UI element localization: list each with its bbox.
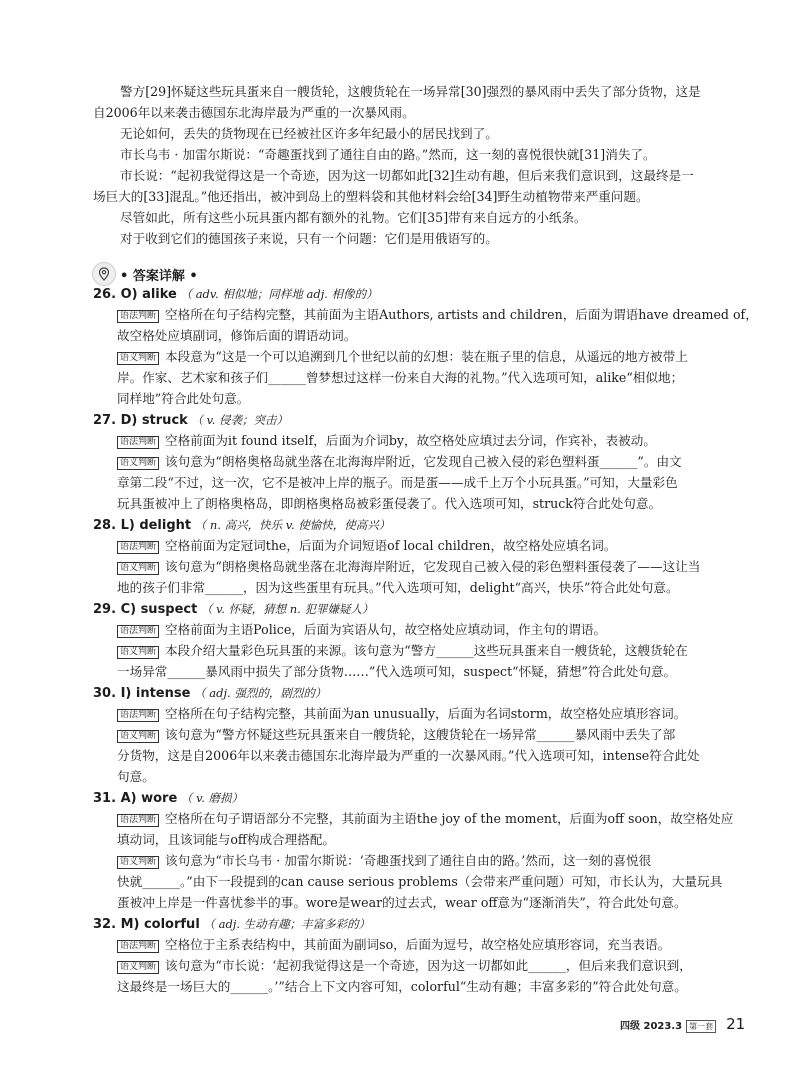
- answer-heading: [93, 600, 373, 619]
- explanation-text: 该句意为“朗格奥格岛就坐落在北海海岸附近，它发现自己被入侵的彩色塑料蛋______”。由文: [165, 454, 682, 469]
- answer-key: O) alike: [120, 287, 177, 302]
- judgment-tag: 语义判断: [117, 646, 159, 659]
- explanation-text: 句意。: [117, 769, 155, 784]
- judgment-tag: 语法判断: [117, 709, 159, 722]
- explanation-text: 空格所在句子结构完整，其前面为主语Authors, artists and children，后面为谓语have dreamed of，: [165, 307, 758, 322]
- answer-key: L) delight: [120, 518, 192, 533]
- explanation-line: [117, 747, 700, 765]
- part-of-speech: （ v. 侵袭；突击）: [187, 413, 289, 427]
- answer-number: 26.: [93, 287, 121, 302]
- explanation-text: 故空格处应填副词，修饰后面的谓语动词。: [117, 328, 357, 343]
- explanation-text: 该句意为“市长说：‘起初我觉得这是一个奇迹，因为这一切都如此______，但后来我们意识到，: [165, 958, 692, 973]
- explanation-text: 地的孩子们非常______，因为这些蛋里有玩具。”代入选项可知，delight“高兴，快乐”符合此处句意。: [117, 580, 679, 595]
- explanation-text: 空格前面为主语Police，后面为宾语从句，故空格处应填动词，作主句的谓语。: [165, 622, 607, 637]
- explanation-line: [117, 474, 678, 492]
- answer-heading: [93, 789, 243, 808]
- answer-number: 28.: [93, 518, 121, 533]
- judgment-tag: 语义判断: [117, 562, 159, 575]
- answer-key: A) wore: [120, 791, 178, 806]
- judgment-tag: 语法判断: [117, 814, 159, 827]
- judgment-tag: 语法判断: [117, 436, 159, 449]
- answer-number: 27.: [93, 413, 121, 428]
- translation-line: 无论如何，丢失的货物现在已经被社区许多年纪最小的居民找到了。: [120, 126, 498, 141]
- explanation-text: 该句意为“市长乌韦 · 加雷尔斯说：‘奇趣蛋找到了通往自由的路。’然而，这一刻的喜悦很: [165, 853, 652, 868]
- explanation-line: [117, 768, 155, 786]
- explanation-line: [117, 495, 661, 513]
- judgment-tag: 语义判断: [117, 352, 159, 365]
- judgment-tag: 语法判断: [117, 310, 159, 323]
- explanation-text: 本段意为“这是一个可以追溯到几个世纪以前的幻想：装在瓶子里的信息，从遥远的地方被带上: [165, 349, 688, 364]
- part-of-speech: （ v. 怀疑，猜想 n. 犯罪嫌疑人）: [197, 602, 374, 616]
- section-title: • 答案详解 •: [120, 269, 198, 284]
- explanation-line: [117, 558, 700, 576]
- judgment-tag: 语法判断: [117, 541, 159, 554]
- issue-label: 第一套: [686, 1020, 716, 1033]
- location-pin-icon: [92, 262, 116, 286]
- explanation-text: 空格前面为it found itself，后面为介词by，故空格处应填过去分词，作宾补，表被动。: [165, 433, 656, 448]
- answer-heading: [93, 411, 288, 430]
- answer-key: C) suspect: [120, 602, 198, 617]
- answer-heading: [93, 285, 378, 304]
- answer-key: I) intense: [120, 686, 191, 701]
- explanation-line: [117, 705, 686, 723]
- explanation-line: [117, 390, 249, 408]
- answer-key: M) colorful: [120, 917, 200, 932]
- explanation-line: [117, 327, 356, 345]
- explanation-text: 快就______。”由下一段提到的can cause serious problems（会带来严重问题）可知，市长认为，大量玩具: [117, 874, 723, 889]
- part-of-speech: （ adj. 强烈的，剧烈的）: [190, 686, 327, 700]
- explanation-text: 本段介绍大量彩色玩具蛋的来源。该句意为“警方______这些玩具蛋来自一艘货轮，这艘货轮在: [165, 643, 688, 658]
- explanation-text: 该句意为“警方怀疑这些玩具蛋来自一艘货轮，这艘货轮在一场异常______暴风雨中丢失了部: [165, 727, 676, 742]
- explanation-line: [117, 663, 676, 681]
- judgment-tag: 语法判断: [117, 940, 159, 953]
- explanation-text: 空格前面为定冠词the，后面为介词短语of local children，故空格处应填名词。: [165, 538, 617, 553]
- translation-line: 对于收到它们的德国孩子来说，只有一个问题：它们是用俄语写的。: [120, 231, 498, 246]
- explanation-line: [117, 978, 687, 996]
- translation-line: 市长说：“起初我觉得这是一个奇迹，因为这一切都如此[32]生动有趣，但后来我们意识到，这最终是一: [120, 168, 694, 183]
- judgment-tag: 语义判断: [117, 961, 159, 974]
- explanation-line: [117, 957, 692, 975]
- translation-line: 警方[29]怀疑这些玩具蛋来自一艘货轮，这艘货轮在一场异常[30]强烈的暴风雨中丢失了部分货物，这是: [120, 84, 701, 99]
- explanation-text: 同样地”符合此处句意。: [117, 391, 250, 406]
- publication-label: 四级 2023.3: [620, 1021, 683, 1032]
- explanation-text: 这最终是一场巨大的______。’”结合上下文内容可知，colorful“生动有趣；丰富多彩的”符合此处句意。: [117, 979, 687, 994]
- part-of-speech: （ v. 磨损）: [177, 791, 244, 805]
- explanation-text: 该句意为“朗格奥格岛就坐落在北海海岸附近，它发现自己被入侵的彩色塑料蛋侵袭了——这让当: [165, 559, 701, 574]
- page-number: 21: [726, 1015, 746, 1033]
- explanation-text: 一场异常______暴风雨中损失了部分货物……”代入选项可知，suspect“怀疑，猜想”符合此处句意。: [117, 664, 677, 679]
- explanation-line: [117, 852, 651, 870]
- explanation-line: [117, 306, 758, 324]
- explanation-line: [117, 810, 733, 828]
- explanation-text: 空格所在句子谓语部分不完整，其前面为主语the joy of the moment，后面为off soon，故空格处应: [165, 811, 734, 826]
- translation-line: 场巨大的[33]混乱。”他还指出，被冲到岛上的塑料袋和其他材料会给[34]野生动植物带来严重问题。: [93, 189, 649, 204]
- judgment-tag: 语义判断: [117, 856, 159, 869]
- answer-number: 31.: [93, 791, 121, 806]
- explanation-line: [117, 348, 688, 366]
- part-of-speech: （ n. 高兴，快乐 v. 使愉快，使高兴）: [191, 518, 391, 532]
- explanation-text: 玩具蛋被冲上了朗格奥格岛，即朗格奥格岛被彩蛋侵袭了。代入选项可知，struck符合此处句意。: [117, 496, 662, 511]
- explanation-text: 空格位于主系表结构中，其前面为副词so，后面为逗号，故空格处应填形容词，充当表语。: [165, 937, 671, 952]
- explanation-text: 空格所在句子结构完整，其前面为an unusually，后面为名词storm，故空格处应填形容词。: [165, 706, 687, 721]
- explanation-line: [117, 936, 670, 954]
- part-of-speech: （ adv. 相似地；同样地 adj. 相像的）: [176, 287, 378, 301]
- explanation-line: [117, 369, 683, 387]
- explanation-line: [117, 642, 688, 660]
- explanation-line: [117, 831, 335, 849]
- explanation-line: [117, 579, 679, 597]
- answer-heading: [93, 684, 326, 703]
- answer-number: 30.: [93, 686, 121, 701]
- explanation-line: [117, 432, 656, 450]
- translation-line: 市长乌韦 · 加雷尔斯说：“奇趣蛋找到了通往自由的路。”然而，这一刻的喜悦很快就[31]消失了。: [120, 147, 656, 162]
- judgment-tag: 语义判断: [117, 457, 159, 470]
- translation-line: 自2006年以来袭击德国东北海岸最为严重的一次暴风雨。: [93, 105, 415, 120]
- explanation-text: 章第二段“不过，这一次，它不是被冲上岸的瓶子。而是蛋——成千上万个小玩具蛋。”可知，大量彩色: [117, 475, 678, 490]
- answer-number: 32.: [93, 917, 121, 932]
- answer-heading: [93, 915, 370, 934]
- explanation-line: [117, 453, 682, 471]
- explanation-line: [117, 726, 675, 744]
- part-of-speech: （ adj. 生动有趣；丰富多彩的）: [199, 917, 371, 931]
- explanation-text: 分货物，这是自2006年以来袭击德国东北海岸最为严重的一次暴风雨。”代入选项可知，intense符合此处: [117, 748, 700, 763]
- explanation-text: 蛋被冲上岸是一件喜忧参半的事。wore是wear的过去式，wear off意为“逐渐消失”，符合此处句意。: [117, 895, 687, 910]
- explanation-text: 填动词，且该词能与off构成合理搭配。: [117, 832, 336, 847]
- page-footer: [620, 1014, 745, 1033]
- explanation-text: 岸。作家、艺术家和孩子们______曾梦想过这样一份来自大海的礼物。”代入选项可知，alike“相似地；: [117, 370, 684, 385]
- answer-key: D) struck: [120, 413, 188, 428]
- explanation-line: [117, 894, 687, 912]
- explanation-line: [117, 873, 722, 891]
- translation-line: 尽管如此，所有这些小玩具蛋内都有额外的礼物。它们[35]带有来自远方的小纸条。: [120, 210, 587, 225]
- explanation-line: [117, 621, 606, 639]
- judgment-tag: 语义判断: [117, 730, 159, 743]
- explanation-line: [117, 537, 616, 555]
- answer-number: 29.: [93, 602, 121, 617]
- answer-heading: [93, 516, 390, 535]
- judgment-tag: 语法判断: [117, 625, 159, 638]
